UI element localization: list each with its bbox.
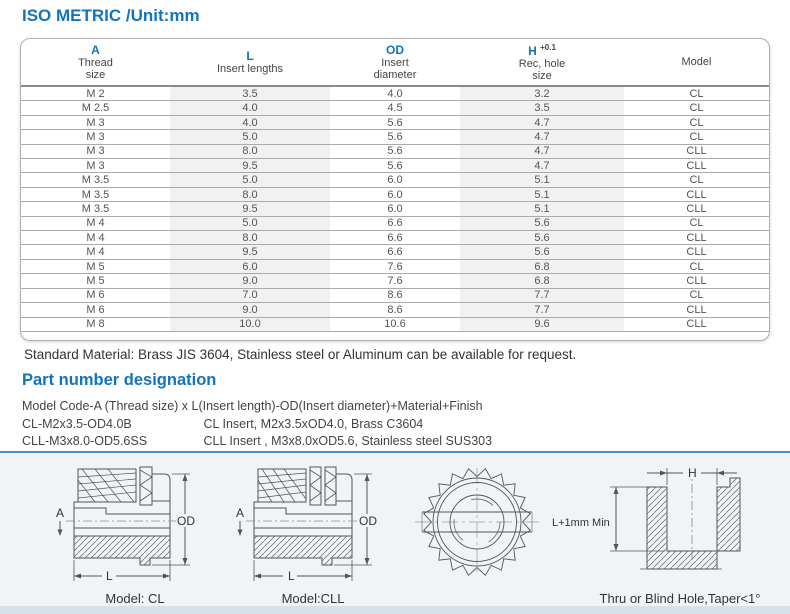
table-cell: M 3.5 [81,174,110,187]
table-cell: 7.7 [460,289,624,302]
table-cell: 4.5 [387,102,403,115]
table-cell: 4.7 [460,145,624,158]
table-cell: 6.6 [387,246,403,259]
table-row [21,274,769,288]
table-cell: 3.2 [460,87,624,100]
dim-label-l: L [106,569,113,583]
part-number-format: Model Code-A (Thread size) x L(Insert length)-OD(Insert diameter)+Material+Finish [22,399,483,413]
table-cell: 6.0 [170,260,330,273]
table-cell: 6.0 [387,174,403,187]
table-cell: 5.6 [460,231,624,244]
table-cell: 5.6 [387,130,403,143]
page-title: ISO METRIC /Unit:mm [22,6,200,25]
table-cell: 8.6 [387,289,403,302]
table-row [21,145,769,159]
table-cell: 5.1 [460,202,624,215]
table-cell: 9.0 [170,274,330,287]
part-number-example-2 [22,434,492,448]
table-row [21,130,769,144]
caption-model-cl: Model: CL [105,591,165,606]
table-cell: 6.8 [460,260,624,273]
table-row [21,289,769,303]
table-cell: M 2 [86,87,105,100]
table-cell: 6.6 [387,217,403,230]
table-cell: 6.0 [387,188,403,201]
figure-cl-drawing [48,463,233,588]
table-cell: M 3 [86,145,105,158]
part-number-code: CLL-M3x8.0-OD5.6SS [22,434,148,448]
table-cell: 9.5 [170,159,330,172]
spec-table-header [21,39,769,87]
part-number-heading: Part number designation [22,371,217,389]
table-cell: 8.0 [170,231,330,244]
column-header: OD Insert diameter [373,42,417,81]
table-cell: CLL [686,145,707,158]
table-cell: CLL [686,202,707,215]
part-number-code: CL-M2x3.5-OD4.0B [22,417,132,431]
column-header: A Thread size [78,42,113,81]
spec-table-body [21,87,769,340]
table-cell: 4.7 [460,130,624,143]
table-cell: CLL [686,246,707,259]
part-number-desc: CLL Insert , M3x8.0xOD5.6, Stainless steel SUS303 [203,434,493,448]
table-cell: M 6 [86,289,105,302]
table-cell: 4.0 [170,116,330,129]
table-cell: 5.6 [460,217,624,230]
table-cell: 6.0 [387,202,403,215]
table-cell: 3.5 [170,87,330,100]
figure-cll-drawing [228,463,413,588]
table-cell: M 4 [86,246,105,259]
table-cell: CLL [686,188,707,201]
part-number-desc: CL Insert, M2x3.5xOD4.0, Brass C3604 [203,417,424,431]
table-cell: 9.5 [170,245,330,258]
table-cell: M 3 [86,116,105,129]
table-cell: 7.6 [387,274,403,287]
dim-label-od: OD [359,514,377,528]
table-cell: M 6 [86,303,105,316]
table-cell: 5.1 [460,173,624,186]
caption-model-cll: Model:CLL [281,591,345,606]
table-cell: 4.0 [387,87,403,100]
table-cell: 5.6 [387,116,403,129]
table-cell: CL [689,217,704,230]
table-cell: M 3.5 [81,188,110,201]
table-cell: 4.7 [460,116,624,129]
table-row [21,87,769,101]
table-cell: 8.6 [387,303,403,316]
table-row [21,245,769,259]
table-cell: M 3 [86,130,105,143]
table-row [21,101,769,115]
table-cell: CL [689,130,704,143]
table-cell: 7.0 [170,289,330,302]
table-cell: 10.6 [384,318,406,331]
table-cell: CLL [686,159,707,172]
table-cell: 4.7 [460,159,624,172]
table-row [21,188,769,202]
table-row [21,173,769,187]
table-cell: CL [689,260,704,273]
bottom-strip [0,606,790,614]
table-cell: 10.0 [170,318,330,331]
table-row [21,231,769,245]
table-cell: 5.6 [387,145,403,158]
table-row [21,260,769,274]
table-cell: 5.0 [170,217,330,230]
table-cell: M 4 [86,231,105,244]
material-note: Standard Material: Brass JIS 3604, Stainless steel or Aluminum can be available for request. [24,347,577,362]
table-row [21,217,769,231]
table-row [21,303,769,317]
table-cell: 5.1 [460,188,624,201]
table-cell: CLL [686,274,707,287]
table-cell: M 5 [86,274,105,287]
table-cell: 9.0 [170,303,330,316]
table-cell: 4.0 [170,101,330,114]
table-row [21,116,769,130]
table-cell: CL [689,116,704,129]
table-cell: 7.6 [387,260,403,273]
table-cell: 7.7 [460,303,624,316]
table-cell: M 8 [86,318,105,331]
table-cell: 5.0 [170,130,330,143]
table-cell: 3.5 [460,101,624,114]
table-cell: M 5 [86,260,105,273]
table-row [21,202,769,216]
table-row [21,159,769,173]
table-cell: CLL [686,231,707,244]
table-cell: 9.5 [170,202,330,215]
table-cell: CL [689,87,704,100]
dim-label-l: L [288,569,295,583]
part-number-example-1 [22,417,423,431]
dim-label-a: A [56,506,65,520]
column-header: L Insert lengths [216,48,284,75]
table-cell: 6.6 [387,231,403,244]
table-row [21,318,769,332]
table-cell: CLL [686,303,707,316]
table-cell: 5.6 [387,159,403,172]
table-cell: 6.8 [460,274,624,287]
table-cell: CLL [686,318,707,331]
table-cell: 5.6 [460,245,624,258]
table-cell: CL [689,102,704,115]
column-header: Model [681,56,712,68]
dim-label-a: A [236,506,245,520]
spec-table [20,38,770,341]
table-cell: 8.0 [170,145,330,158]
table-cell: M 3.5 [81,202,110,215]
table-cell: CL [689,289,704,302]
table-cell: 5.0 [170,173,330,186]
dim-label-h: H [688,466,697,480]
figure-knurl-front-view [412,465,547,580]
dim-label-depth: L+1mm Min [552,517,610,529]
table-cell: M 4 [86,217,105,230]
table-cell: CL [689,174,704,187]
dim-label-od: OD [177,514,195,528]
figure-hole-section [552,465,782,585]
table-cell: M 3 [86,159,105,172]
table-cell: 8.0 [170,188,330,201]
table-cell: M 2.5 [81,102,110,115]
table-cell: 9.6 [460,318,624,331]
column-header: H $^{+0.1}$ Rec, hole size [518,43,566,82]
caption-hole: Thru or Blind Hole,Taper<1° [599,591,761,606]
